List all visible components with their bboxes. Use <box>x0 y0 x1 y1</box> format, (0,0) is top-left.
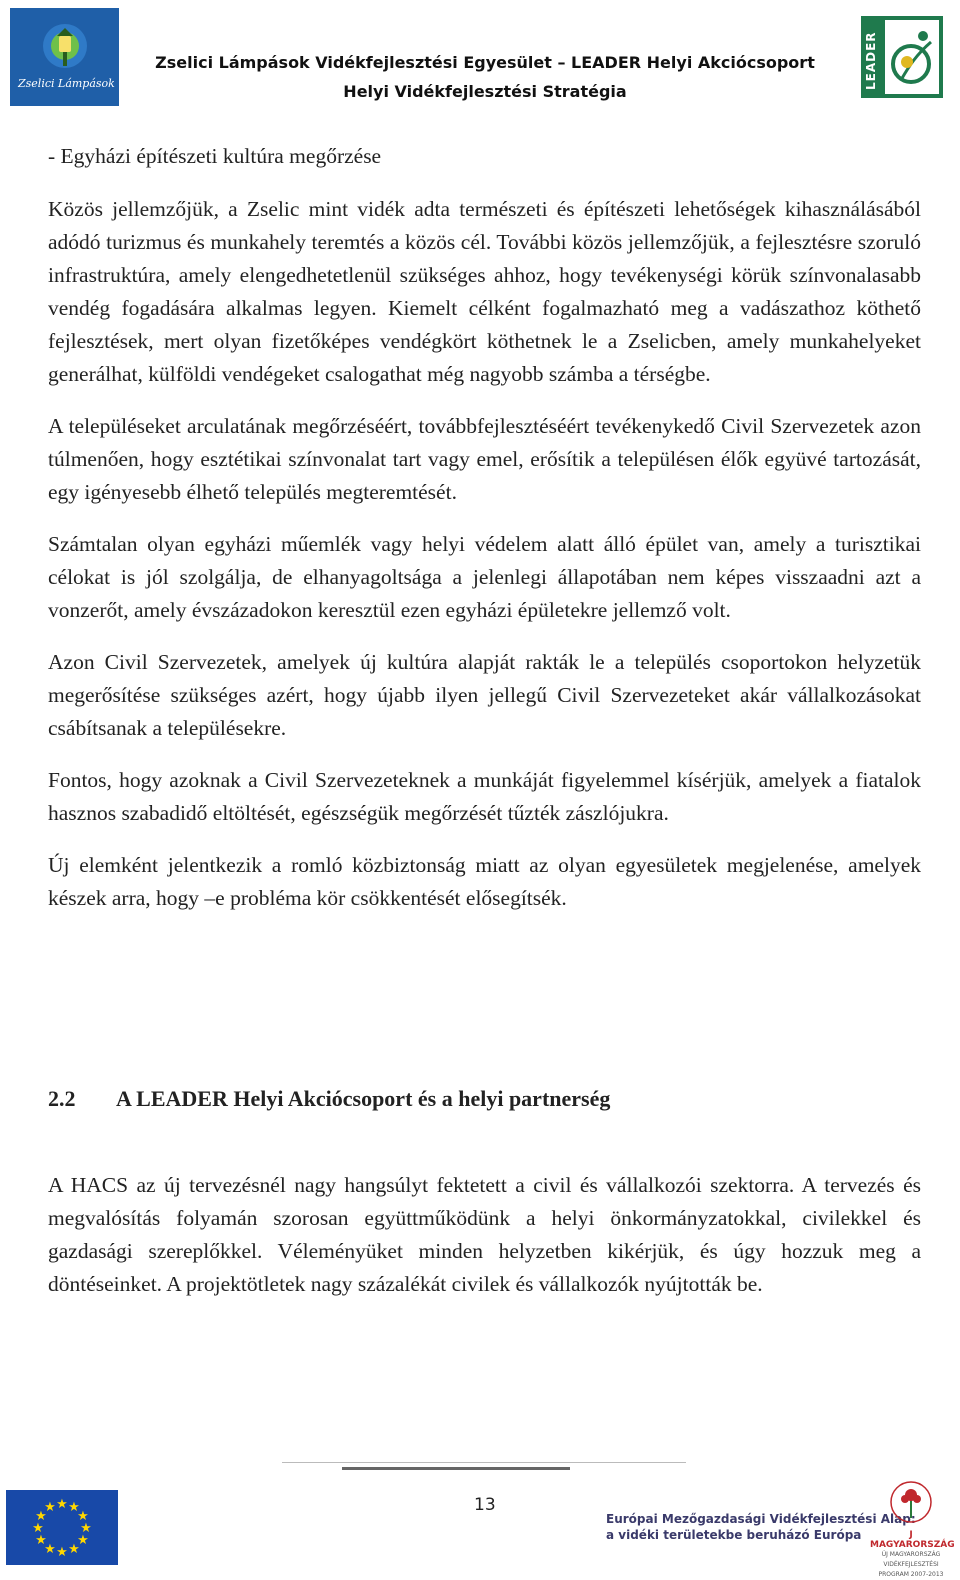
paragraph-youth-leisure: Fontos, hogy azoknak a Civil Szervezeteknek a munkáját figyelemmel kísérjük, amelyek a fiatalok hasznos szabadidő eltöltését, egészségük megőrzését tűzték zászlójukra. <box>48 768 921 825</box>
svg-text:★: ★ <box>32 1521 44 1536</box>
uj-magyarorszag-text <box>870 1530 955 1580</box>
page-number: 13 <box>474 1495 496 1515</box>
document-body <box>48 140 921 934</box>
svg-text:★: ★ <box>56 1545 68 1560</box>
paragraph-hacs-partnership: A HACS az új tervezésnél nagy hangsúlyt fektetett a civil és vállalkozói szektorra. A tervezés és megvalósítás folyamán szorosan együttműködünk a helyi önkormányzatokkal, civilekkel és gazdasági szereplőkkel. Véleményüket minden helyzetben kikérjük, és úgy hozzuk meg a döntéseinket. A projektötletek nagy százalékát civilek és vállalkozók nyújtották be. <box>48 1173 921 1296</box>
svg-text:★: ★ <box>44 1500 56 1515</box>
hungary-logo-subtitle: ÚJ MAGYARORSZÁG VIDÉKFEJLESZTÉSI PROGRAM 2007-2013 <box>878 1551 944 1578</box>
page-header <box>0 0 960 110</box>
svg-text:★: ★ <box>77 1509 89 1524</box>
svg-text:★: ★ <box>77 1533 89 1548</box>
header-line-organization: Zselici Lámpások Vidékfejlesztési Egyesület – LEADER Helyi Akciócsoport <box>155 53 815 72</box>
svg-text:★: ★ <box>80 1521 92 1536</box>
leader-logo <box>861 16 943 98</box>
leader-vertical-text: LEADER <box>864 31 878 90</box>
eu-flag-logo <box>6 1490 118 1565</box>
paragraph-church-monuments: Számtalan olyan egyházi műemlék vagy helyi védelem alatt álló épület van, amely a turisztikai célokat is jól szolgálja, de elhanyagoltsága a jelenlegi állapotában nem képes visszaadni azt a vonzerőt, amely évszázadokon keresztül ezen egyházi épületekre jellemző volt. <box>48 532 921 622</box>
lantern-icon <box>10 8 119 106</box>
flower-icon <box>870 1478 952 1528</box>
section-title: A LEADER Helyi Akciócsoport és a helyi partnerség <box>116 1086 611 1111</box>
document-header-title <box>130 48 840 106</box>
paragraph-settlement-image: A településeket arculatának megőrzéséért, továbbfejlesztéséért tevékenykedő Civil Szervezetek azon túlmenően, hogy esztétikai színvonalat tart vagy emel, erősítik a településen élők együvé tartozását, egy igényesebb élhető település megteremtését. <box>48 414 921 504</box>
hungary-logo-title: J MAGYARORSZÁG <box>870 1530 955 1550</box>
svg-text:★: ★ <box>68 1542 80 1557</box>
eu-stars-icon <box>6 1490 118 1565</box>
paragraph-public-safety: Új elemként jelentkezik a romló közbiztonság miatt az olyan egyesületek megjelenése, amelyek készek arra, hogy –e probléma kör csökkentését elősegítsék. <box>48 853 921 910</box>
svg-text:★: ★ <box>68 1500 80 1515</box>
section-body <box>48 1169 921 1301</box>
zselici-lampasok-logo <box>10 8 119 106</box>
paragraph-civil-organizations: Azon Civil Szervezetek, amelyek új kultúra alapját rakták le a település csoportokon helyzetük megerősítése szükséges azért, hogy újabb ilyen jellegű Civil Szervezeteket akár vállalkozásokat csábítsanak a településekre. <box>48 650 921 740</box>
header-line-strategy: Helyi Vidékfejlesztési Stratégia <box>343 82 627 101</box>
fund-line-1: Európai Mezőgazdasági Vidékfejlesztési Alap: <box>606 1512 916 1526</box>
footer-divider-thick <box>342 1467 570 1470</box>
paragraph-common-features: Közös jellemzőjük, a Zselic mint vidék adta természeti és építészeti lehetőségek kihasználásából adódó turizmus és munkahely teremtés a közös cél. További közös jellemzőjük, a fejlesztésre szoruló infrastruktúra, amely elengedhetetlenül szükséges ahhoz, hogy tevékenységi körük színvonalasabb vendég fogadására alkalmas legyen. Kiemelt célként fogalmazható meg a vadászathoz köthető fejlesztések, mert olyan fizetőképes vendégkört köthetnek le a Zselicben, amely munkahelyeket generálhat, külföldi vendégeket csalogathat még nagyobb számba a térségbe. <box>48 197 921 386</box>
section-heading <box>48 1086 610 1112</box>
svg-text:★: ★ <box>56 1497 68 1512</box>
footer-divider-thin <box>282 1462 686 1463</box>
svg-text:★: ★ <box>35 1533 47 1548</box>
svg-text:★: ★ <box>44 1542 56 1557</box>
svg-text:★: ★ <box>35 1509 47 1524</box>
logo-left-text: Zselici Lámpások <box>18 77 115 90</box>
bullet-line-church-architecture: - Egyházi építészeti kultúra megőrzése <box>48 144 382 168</box>
section-number: 2.2 <box>48 1086 76 1111</box>
fund-line-2: a vidéki területekbe beruházó Európa <box>606 1528 862 1542</box>
